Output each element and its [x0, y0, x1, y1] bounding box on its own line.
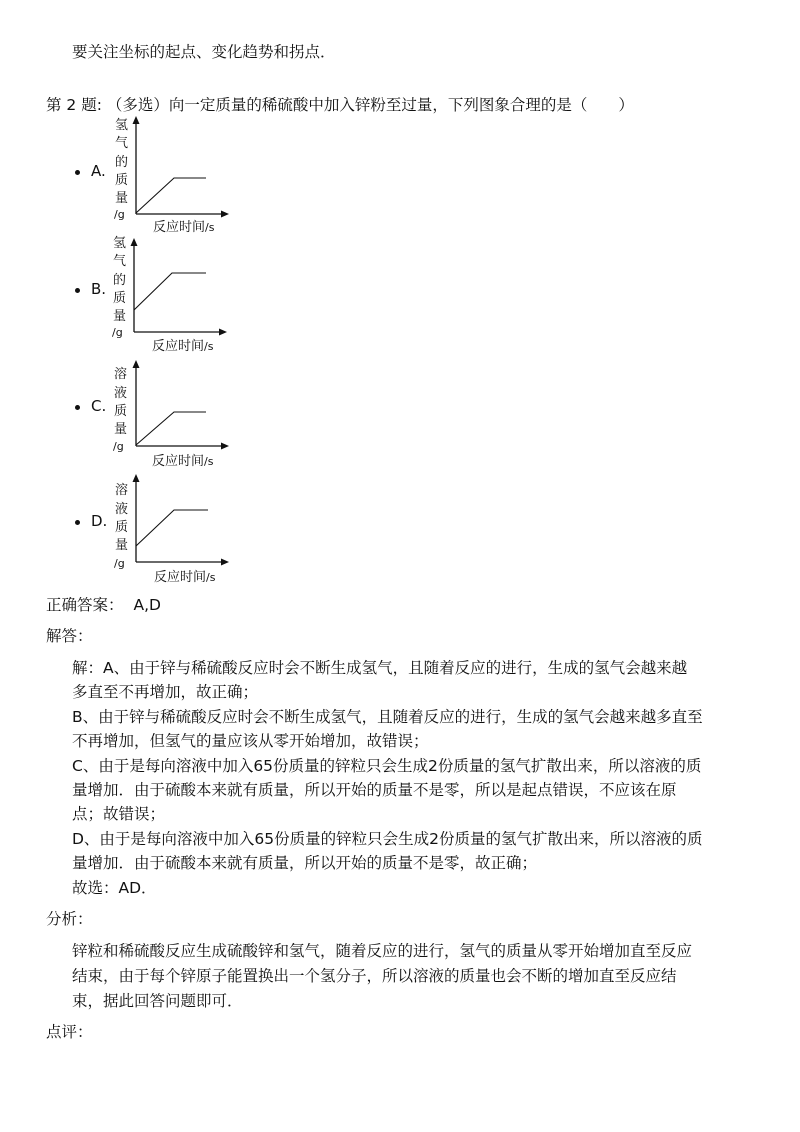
- graph-d-ylabel-0: 溶: [115, 483, 129, 498]
- solution-line: C、由于是每向溶液中加入65份质量的锌粒只会生成2份质量的氢气扩散出来，所以溶液的质: [72, 757, 702, 775]
- graph-a-xunit: /s: [205, 221, 215, 234]
- graph-c-ylabel-2: 质: [114, 404, 128, 419]
- graph-c-y-arrow: [133, 360, 140, 368]
- graph-c-xunit: /s: [204, 455, 214, 468]
- solution-line: 解：A、由于锌与稀硫酸反应时会不断生成氢气，且随着反应的进行，生成的氢气会越来越: [72, 659, 688, 677]
- answer-value: A,D: [133, 596, 161, 614]
- graph-a-curve: [136, 178, 206, 213]
- analysis-label: 分析：: [46, 910, 93, 928]
- analysis-body: [72, 940, 692, 1012]
- solution-line: 故选：AD．: [72, 879, 157, 897]
- question-text: 第 2 题: （多选）向一定质量的稀硫酸中加入锌粉至过量，下列图象合理的是（ ）: [46, 96, 634, 114]
- graph-c-ylabel-1: 液: [114, 386, 128, 401]
- bullet-d: [75, 520, 80, 525]
- solution-line: 点；故错误；: [72, 805, 166, 823]
- graph-b-y-arrow: [131, 238, 138, 246]
- graph-b-x-arrow: [219, 329, 227, 336]
- graph-b-ylabel-4: 量: [113, 309, 127, 324]
- graph-a: [110, 114, 230, 234]
- graph-b-yunit: /g: [112, 326, 123, 339]
- graph-c-curve: [136, 412, 206, 445]
- analysis-line: 结束，由于每个锌原子能置换出一个氢分子，所以溶液的质量也会不断的增加直至反应结: [72, 967, 677, 985]
- analysis-line: 束，据此回答问题即可．: [72, 992, 243, 1010]
- solution-line: 多直至不再增加，故正确；: [72, 683, 259, 701]
- graph-a-x-arrow: [221, 211, 229, 218]
- graph-a-ylabel-3: 质: [115, 173, 129, 188]
- bullet-c: [75, 405, 80, 410]
- option-a-label: A.: [91, 162, 106, 180]
- graph-c-yunit: /g: [113, 440, 124, 453]
- graph-a-xlabel-text: 反应时间: [153, 220, 206, 234]
- graph-d-xlabel-text: 反应时间: [154, 570, 207, 585]
- graph-d-xlabel: [154, 569, 216, 585]
- graph-d-x-arrow: [221, 559, 229, 566]
- graph-a-ylabel-1: 气: [115, 136, 129, 151]
- graph-b-curve: [134, 273, 206, 310]
- graph-c-xlabel: [152, 453, 214, 469]
- option-c-label: C.: [91, 397, 107, 415]
- graph-d-curve: [136, 510, 208, 546]
- solution-line: 不再增加，但氢气的量应该从零开始增加，故错误；: [72, 732, 429, 750]
- analysis-line: 锌粒和稀硫酸反应生成硫酸锌和氢气，随着反应的进行，氢气的质量从零开始增加直至反应: [72, 942, 693, 960]
- solution-line: B、由于锌与稀硫酸反应时会不断生成氢气，且随着反应的进行，生成的氢气会越来越多直至: [72, 708, 703, 726]
- solution-line: D、由于是每向溶液中加入65份质量的锌粒只会生成2份质量的氢气扩散出来，所以溶液的质: [72, 830, 703, 848]
- graph-d-yunit: /g: [114, 557, 125, 570]
- graph-d-ylabel-1: 液: [115, 502, 129, 517]
- graph-d-xunit: /s: [206, 571, 216, 584]
- bullet-b: [75, 288, 80, 293]
- solution-label: 解答：: [46, 627, 93, 645]
- graph-c-ylabel-3: 量: [114, 422, 128, 437]
- graph-c-ylabel-0: 溶: [114, 367, 128, 382]
- graph-a-ylabel-4: 量: [115, 191, 129, 206]
- graph-b-xlabel: [152, 338, 214, 354]
- graph-b-ylabel-2: 的: [113, 273, 127, 288]
- graph-a-yunit: /g: [114, 208, 125, 221]
- bullet-a: [75, 170, 80, 175]
- graph-b-xlabel-text: 反应时间: [152, 339, 205, 354]
- intro-text: 要关注坐标的起点、变化趋势和拐点．: [72, 43, 336, 61]
- option-d-label: D.: [91, 512, 108, 530]
- answer-row: [46, 594, 161, 616]
- graph-c: [108, 356, 230, 470]
- graph-d-ylabel-2: 质: [115, 520, 129, 535]
- option-b-label: B.: [91, 280, 107, 298]
- solution-body: [72, 657, 703, 899]
- graph-c-xlabel-text: 反应时间: [152, 454, 205, 469]
- graph-b-xunit: /s: [204, 340, 214, 353]
- comment-label: 点评：: [46, 1023, 93, 1041]
- graph-a-ylabel-0: 氢: [115, 118, 129, 133]
- graph-b-ylabel-3: 质: [113, 291, 127, 306]
- graph-b-ylabel-1: 气: [113, 254, 127, 269]
- solution-line: 量增加．由于硫酸本来就有质量，所以开始的质量不是零，所以是起点错误，不应该在原: [72, 781, 677, 799]
- solution-line: 量增加．由于硫酸本来就有质量，所以开始的质量不是零，故正确；: [72, 854, 538, 872]
- graph-d-y-arrow: [133, 474, 140, 482]
- graph-d-ylabel-3: 量: [115, 538, 129, 553]
- graph-d: [110, 470, 232, 586]
- graph-a-ylabel-2: 的: [115, 155, 129, 170]
- graph-b-ylabel-0: 氢: [113, 236, 127, 251]
- graph-b: [108, 232, 228, 356]
- answer-label: 正确答案：: [46, 596, 124, 614]
- graph-c-x-arrow: [221, 443, 229, 450]
- graph-a-y-arrow: [133, 116, 140, 124]
